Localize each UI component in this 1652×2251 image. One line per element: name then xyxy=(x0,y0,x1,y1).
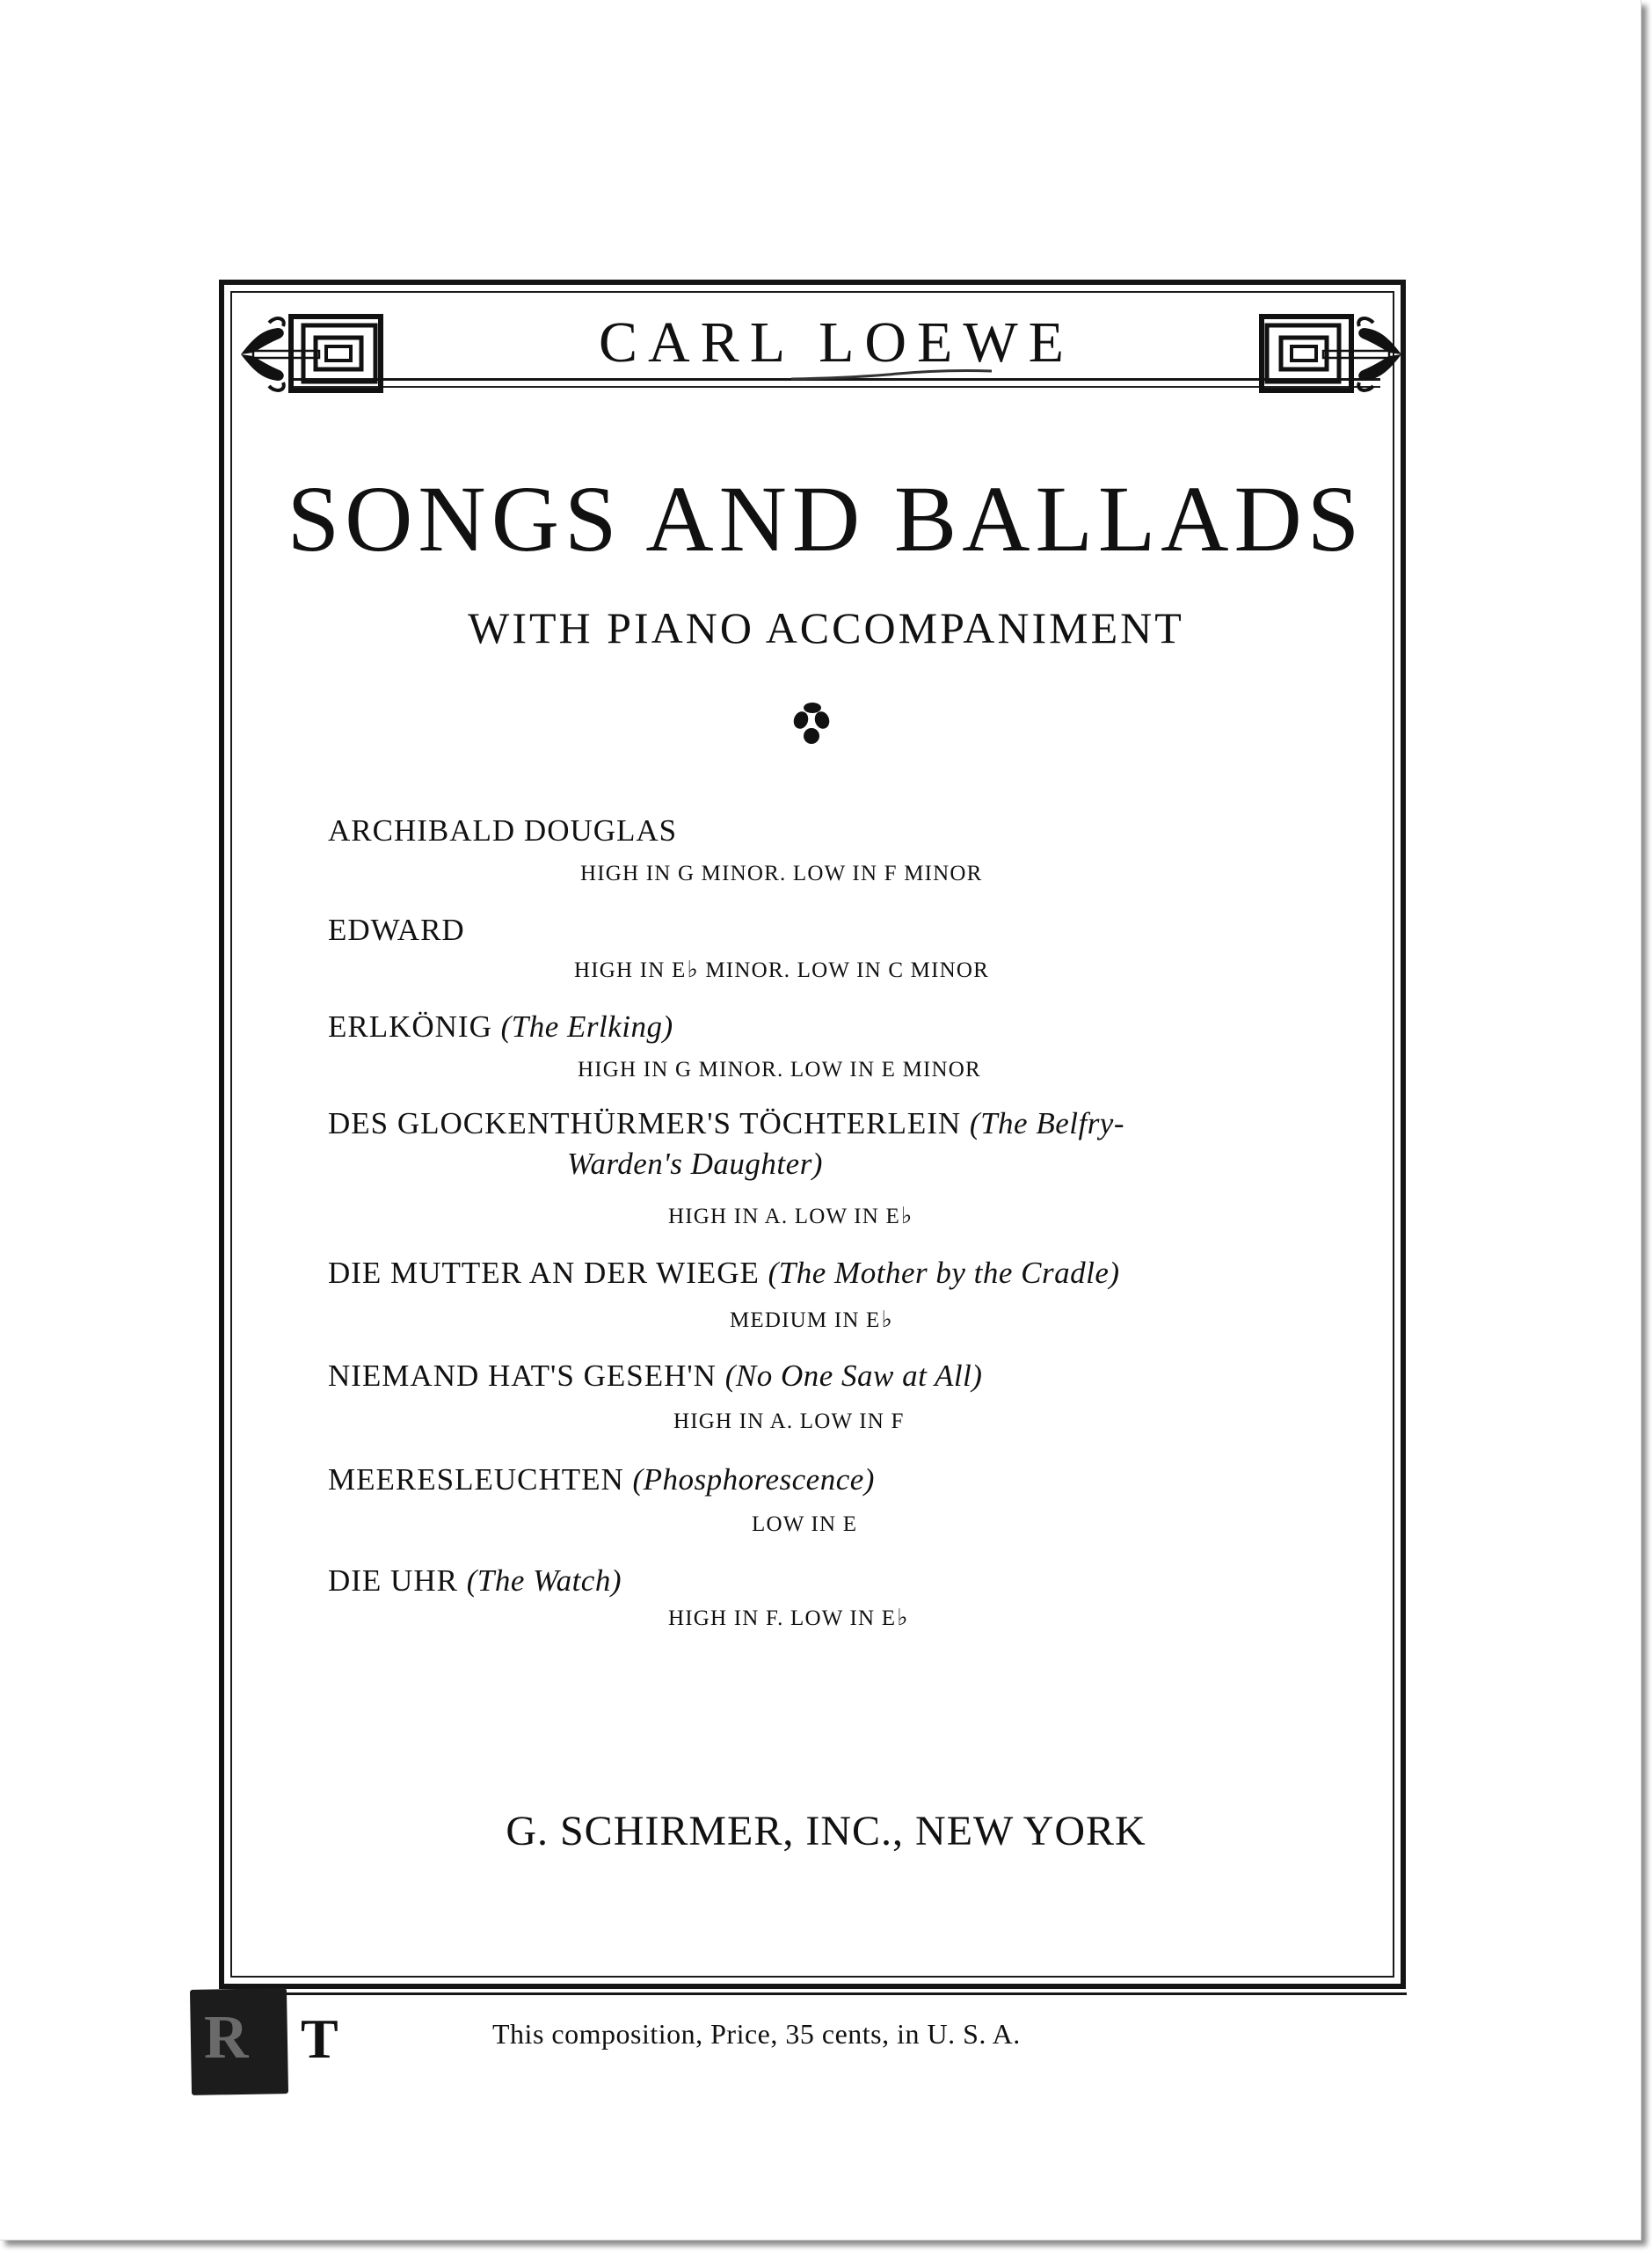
song-keys xyxy=(574,957,989,983)
song-title-german: ERLKÖNIG xyxy=(328,1009,492,1044)
song-title-translation-continued xyxy=(567,1147,823,1182)
song-keys-part: HIGH IN F. LOW IN E xyxy=(668,1606,897,1630)
song-keys: LOW IN E xyxy=(752,1512,858,1536)
song-title xyxy=(328,913,465,948)
flat-symbol: ♭ xyxy=(687,957,699,982)
header-band-line xyxy=(290,386,1380,388)
song-title xyxy=(328,1462,875,1497)
fleuron-ornament-icon xyxy=(790,699,833,747)
song-title-german: ARCHIBALD DOUGLAS xyxy=(328,813,678,848)
song-title-translation: (The Belfry- xyxy=(969,1106,1124,1140)
flat-symbol: ♭ xyxy=(897,1605,909,1630)
song-title-translation: (The Watch) xyxy=(466,1563,622,1598)
song-title-german: EDWARD xyxy=(328,913,465,947)
song-title-german: MEERESLEUCHTEN xyxy=(328,1462,624,1497)
song-keys: HIGH IN G MINOR. LOW IN E MINOR xyxy=(578,1058,981,1082)
song-title xyxy=(328,1563,622,1599)
song-title-german: NIEMAND HAT'S GESEH'N xyxy=(328,1359,717,1393)
song-keys: HIGH IN A. LOW IN F xyxy=(673,1410,905,1433)
price-note: This composition, Price, 35 cents, in U. S. A. xyxy=(492,2018,1021,2050)
bottom-rule xyxy=(224,1992,1407,1995)
song-title xyxy=(328,813,677,849)
song-keys xyxy=(668,1203,913,1229)
song-keys-part: HIGH IN E xyxy=(574,958,687,982)
song-title xyxy=(328,1009,673,1045)
song-keys-part: HIGH IN A. LOW IN E xyxy=(668,1205,900,1228)
song-title-translation: (Phosphorescence) xyxy=(632,1462,875,1497)
song-title xyxy=(328,1106,1124,1141)
stamp-letter: R xyxy=(204,2004,249,2072)
collection-subtitle: WITH PIANO ACCOMPANIMENT xyxy=(468,603,1184,652)
song-keys: HIGH IN G MINOR. LOW IN F MINOR xyxy=(580,862,983,885)
song-title-german: DES GLOCKENTHÜRMER'S TÖCHTERLEIN xyxy=(328,1106,962,1140)
song-keys xyxy=(668,1605,909,1631)
stamp-mark: T xyxy=(301,2007,338,2070)
song-keys xyxy=(730,1307,893,1333)
song-title-translation: (No One Saw at All) xyxy=(724,1359,983,1393)
song-title-translation: (The Mother by the Cradle) xyxy=(768,1256,1120,1290)
publisher-name: G. SCHIRMER, INC., NEW YORK xyxy=(506,1808,1146,1854)
song-title-german: DIE UHR xyxy=(328,1563,458,1598)
song-title-translation: (The Erlking) xyxy=(500,1009,673,1044)
collection-title: SONGS AND BALLADS xyxy=(287,468,1365,572)
song-title-german: DIE MUTTER AN DER WIEGE xyxy=(328,1256,760,1290)
flat-symbol: ♭ xyxy=(900,1203,913,1228)
song-title-translation: Warden's Daughter) xyxy=(567,1147,823,1181)
song-keys-part: MINOR. LOW IN C MINOR xyxy=(698,958,990,982)
flat-symbol: ♭ xyxy=(881,1307,893,1332)
song-title xyxy=(328,1256,1120,1291)
composer-name: CARL LOEWE xyxy=(599,310,1074,375)
song-title xyxy=(328,1359,982,1394)
song-keys-part: MEDIUM IN E xyxy=(730,1308,881,1332)
